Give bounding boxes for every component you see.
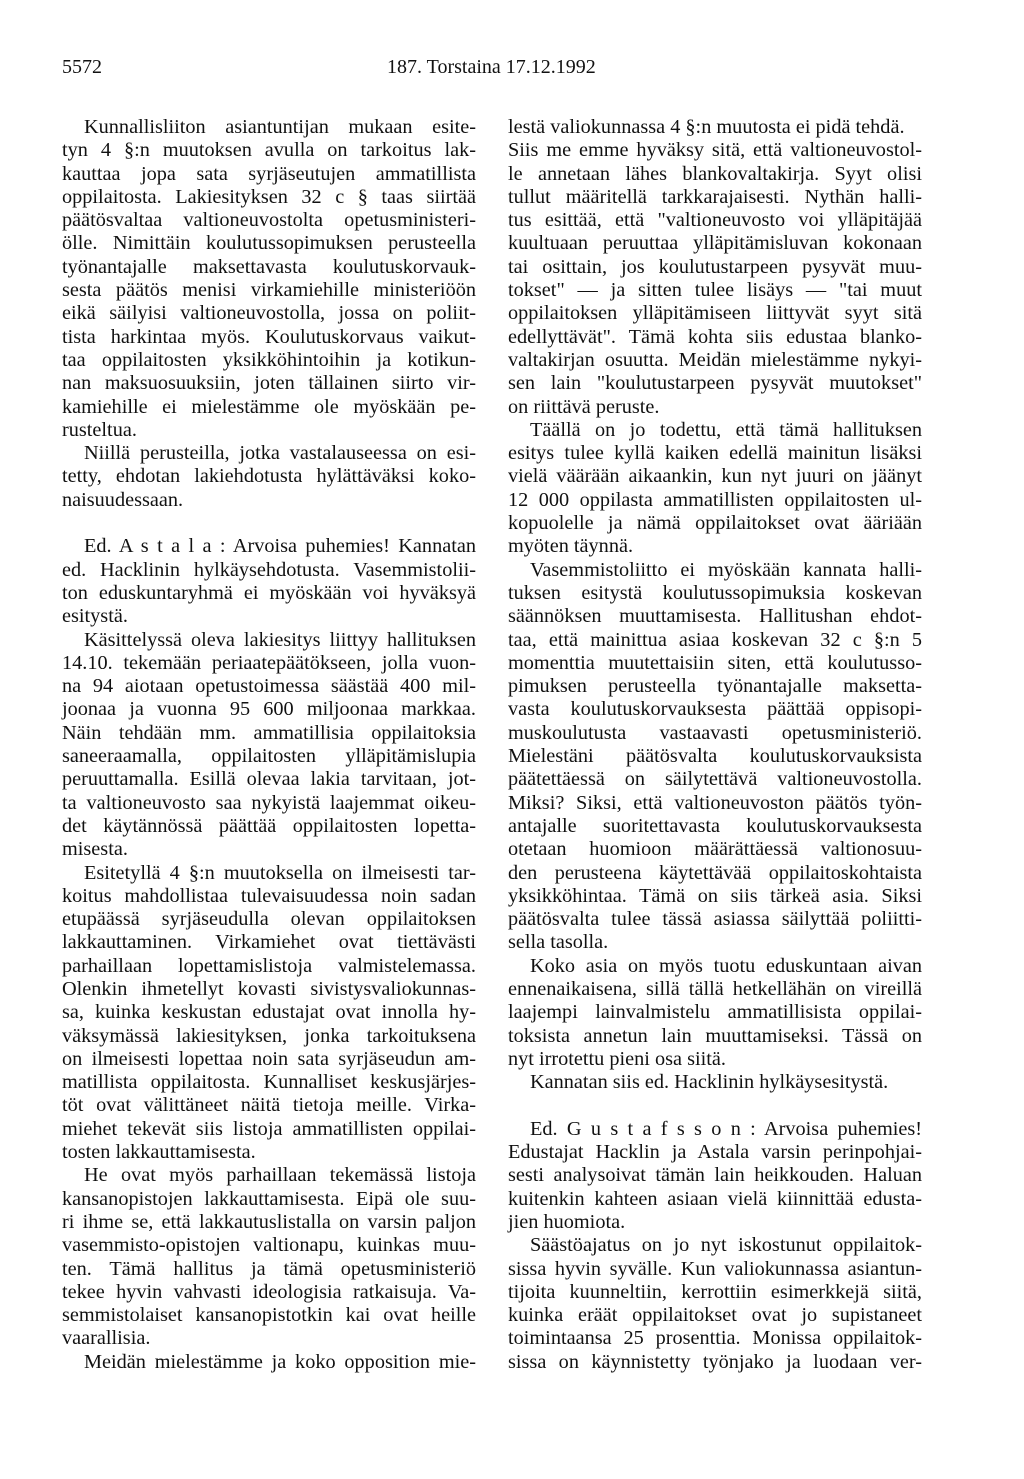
- text-line: Ed. A s t a l a : Arvoisa puhemies! Kannatan: [84, 535, 476, 558]
- text-line: päätösvalta tulee tässä asiassa säilyttää poliitti-: [508, 908, 922, 931]
- text-line: Näin tehdään mm. ammatillisia oppilaitoksia: [62, 721, 476, 744]
- text-line: toimintaansa 25 prosenttia. Monissa oppilaitok-: [508, 1327, 922, 1350]
- text-line: valtakirjan osuutta. Meidän mielestämme nykyi-: [508, 348, 922, 371]
- text-line: töt ovat välittäneet näitä tietoja meille. Virka-: [62, 1094, 476, 1117]
- text-line: Mielestäni päätösvalta koulutuskorvauksista: [508, 745, 922, 768]
- text-line: vielä väärään aikaankin, kun nyt juuri on jäänyt: [508, 465, 922, 488]
- text-line: ten. Tämä hallitus ja tämä opetusministeriö: [62, 1257, 476, 1280]
- text-line: miehet tekevät siis listoja ammatillisten oppilai-: [62, 1117, 476, 1140]
- text-line: kuultuaan peruuttaa ylläpitämisluvan kokonaan: [508, 232, 922, 255]
- text-line: kansanopistojen lakkauttamisesta. Eipä ole suu-: [62, 1187, 476, 1210]
- text-line: tus esittää, että "valtioneuvosto voi ylläpitäjää: [508, 209, 922, 232]
- text-line: tokset" — ja sitten tulee lisäys — "tai muut: [508, 279, 922, 302]
- text-line: esitys tulee kyllä kaiken edellä mainitun lisäksi: [508, 442, 922, 465]
- text-line: Ed. G u s t a f s s o n : Arvoisa puhemies!: [530, 1117, 922, 1140]
- issue-date: 187. Torstaina 17.12.1992: [387, 56, 596, 78]
- text-line: päätettäessä on säilytettävä valtioneuvostolla.: [508, 768, 922, 791]
- text-line: sa, kuinka keskustan edustajat ovat innolla hy-: [62, 1001, 476, 1024]
- text-line: ölle. Nimittäin koulutussopimuksen perusteella: [62, 232, 476, 255]
- text-line: lakkauttaminen. Virkamiehet ovat tiettävästi: [62, 931, 476, 954]
- text-line: det käytännössä päättää oppilaitosten lopetta-: [62, 814, 476, 837]
- text-line: muskoulutusta vastaavasti opetusministeriö.: [508, 721, 922, 744]
- page-number: 5572: [62, 56, 102, 78]
- text-line: kauttaa jopa sata syrjäseutujen ammatillista: [62, 162, 476, 185]
- text-line: misesta.: [62, 838, 128, 861]
- text-line: Niillä perusteilla, jotka vastalauseessa on esi-: [84, 442, 476, 465]
- text-line: tuksen esitystä koulutussopimuksia koskevan: [508, 581, 922, 604]
- text-line: vasta koulutuskorvauksesta päättää oppisopi-: [508, 698, 922, 721]
- text-line: jien huomiota.: [508, 1210, 626, 1233]
- text-line: rusteltua.: [62, 418, 137, 441]
- text-line: toksista annetun lain muuttamiseksi. Tässä on: [508, 1024, 922, 1047]
- text-line: kuitenkin kahteen asiaan vielä kiinnittää edusta-: [508, 1187, 922, 1210]
- text-line: eikä säilyisi valtioneuvostolla, jossa on poliit-: [62, 302, 476, 325]
- text-line: 12 000 oppilasta ammatillisten oppilaitosten ul-: [508, 488, 922, 511]
- text-line: yksikköhintaa. Tämä on siis tärkeä asia. Siksi: [508, 884, 922, 907]
- text-line: ed. Hacklinin hylkäysehdotusta. Vasemmistolii-: [62, 558, 476, 581]
- text-line: oppilaitoksen ylläpitämiseen liittyvät syyt sitä: [508, 302, 922, 325]
- text-line: sissa on käynnistetty työnjako ja luodaan ver-: [508, 1350, 922, 1373]
- text-line: tosten lakkauttamisesta.: [62, 1141, 256, 1164]
- text-line: Koko asia on myös tuotu eduskuntaan aivan: [530, 954, 922, 977]
- text-line: säännöksen muuttamisesta. Hallitushan ehdot-: [508, 605, 922, 628]
- text-line: Miksi? Siksi, että valtioneuvoston päätös työn-: [508, 791, 922, 814]
- text-line: joonaa ja vuonna 95 600 miljoonaa markkaa.: [62, 698, 476, 721]
- text-line: He ovat myös parhaillaan tekemässä listoja: [84, 1164, 476, 1187]
- text-line: tyn 4 §:n muutoksen avulla on tarkoitus lak-: [62, 139, 476, 162]
- text-line: saneeraamalla, oppilaitosten ylläpitämislupia: [62, 745, 476, 768]
- text-line: Säästöajatus on jo nyt iskostunut oppilaitok-: [530, 1234, 922, 1257]
- text-line: Käsittelyssä oleva lakiesitys liittyy hallituksen: [84, 628, 476, 651]
- text-line: taa oppilaitosten yksikköhintoihin ja kotikun-: [62, 348, 476, 371]
- text-line: esitystä.: [62, 605, 128, 628]
- text-line: myöten täynnä.: [508, 535, 634, 558]
- text-line: tetty, ehdotan lakiehdotusta hylättäväksi koko-: [62, 465, 476, 488]
- text-line: Kunnallisliiton asiantuntijan mukaan esite-: [84, 116, 476, 138]
- text-line: laajempi lainvalmistelu ammatillisista oppilai-: [508, 1001, 922, 1024]
- text-line: väksymässä lakiesityksen, jonka tarkoituksena: [62, 1024, 476, 1047]
- right-column: [508, 116, 922, 1374]
- text-line: etupäässä syrjäseudulla olevan oppilaitoksen: [62, 908, 476, 931]
- text-line: 14.10. tekemään periaatepäätökseen, jolla vuon-: [62, 651, 476, 674]
- text-line: Esitetyllä 4 §:n muutoksella on ilmeisesti tar-: [84, 861, 476, 884]
- text-line: Vasemmistoliitto ei myöskään kannata halli-: [530, 558, 922, 581]
- text-line: parhaillaan lopettamislistoja valmistelemassa.: [62, 954, 476, 977]
- text-line: le annetaan lähes blankovaltakirja. Syyt olisi: [508, 162, 922, 185]
- text-line: lestä valiokunnassa 4 §:n muutosta ei pidä tehdä.: [508, 116, 905, 138]
- text-line: sen lain "koulutustarpeen pysyvät muutokset": [508, 372, 922, 395]
- text-line: ta valtioneuvosto saa nykyistä laajemmat oikeu-: [62, 791, 476, 814]
- text-line: kopuolelle ja nämä oppilaitokset ovat ääriään: [508, 512, 922, 535]
- text-line: Olenkin ihmetellyt kovasti sivistysvaliokunnas-: [62, 977, 476, 1000]
- text-line: oppilaitosta. Lakiesityksen 32 c § taas siirtää: [62, 185, 476, 208]
- text-line: taa, että mainittua asiaa koskevan 32 c §:n 5: [508, 628, 922, 651]
- text-line: Meidän mielestämme ja koko opposition mie-: [84, 1350, 476, 1373]
- text-line: tekee hyvin vahvasti ideologisia ratkaisuja. Va-: [62, 1280, 476, 1303]
- text-line: semmistolaiset kansanopistotkin kai ovat heille: [62, 1304, 476, 1327]
- text-line: naisuudessaan.: [62, 488, 184, 511]
- text-line: sesta päätös menisi virkamiehille ministeriöön: [62, 279, 476, 302]
- text-line: ton eduskuntaryhmä ei myöskään voi hyväksyä: [62, 581, 476, 604]
- left-column: [62, 116, 476, 1374]
- text-line: on riittävä peruste.: [508, 395, 660, 418]
- page-header: [62, 56, 962, 86]
- text-line: on ilmeisesti lopettaa noin sata syrjäseudun am-: [62, 1047, 476, 1070]
- text-line: Edustajat Hacklin ja Astala varsin perinpohjai-: [508, 1141, 922, 1164]
- text-line: na 94 aiotaan opetustoimessa säästää 400 mil-: [62, 675, 476, 698]
- text-line: kuinka eräät oppilaitokset ovat jo supistaneet: [508, 1304, 922, 1327]
- text-line: momenttia muutettaisiin siten, että koulutusso-: [508, 651, 922, 674]
- text-line: Täällä on jo todettu, että tämä hallituksen: [530, 418, 922, 441]
- text-line: tijoita kuunneltiin, kerrottiin esimerkkejä siitä,: [508, 1280, 922, 1303]
- text-line: nyt irrotettu pieni osa siitä.: [508, 1047, 726, 1070]
- text-line: sissa hyvin syvälle. Kun valiokunnassa asiantun-: [508, 1257, 922, 1280]
- text-line: den perusteena käytettävää oppilaitoskohtaista: [508, 861, 922, 884]
- text-line: ennenaikaisena, sillä tällä hetkellähän on vireillä: [508, 977, 922, 1000]
- text-line: vasemmisto-opistojen valtionapu, kuinkas muu-: [62, 1234, 476, 1257]
- text-line: kamiehille ei mielestämme ole myöskään pe-: [62, 395, 476, 418]
- text-line: sesti analysoivat tämän lain heikkouden. Haluan: [508, 1164, 922, 1187]
- text-line: matillista oppilaitosta. Kunnalliset keskusjärjes-: [62, 1071, 476, 1094]
- text-line: peruuttamalla. Esillä olevaa lakia tarvitaan, jot-: [62, 768, 476, 791]
- text-line: koitus mahdollistaa tulevaisuudessa noin sadan: [62, 884, 476, 907]
- text-line: tullut määritellä tarkkarajaisesti. Nythän halli-: [508, 185, 922, 208]
- text-line: Kannatan siis ed. Hacklinin hylkäysesitystä.: [530, 1071, 889, 1094]
- text-line: tista harkintaa myös. Koulutuskorvaus vaikut-: [62, 325, 476, 348]
- text-line: pimuksen perusteella työnantajalle maksetta-: [508, 675, 922, 698]
- text-line: edellyttävät". Tämä kohta siis edustaa blanko-: [508, 325, 922, 348]
- text-line: tai osittain, jos koulutustarpeen pysyvät muu-: [508, 255, 922, 278]
- text-line: antajalle suoritettavasta koulutuskorvauksesta: [508, 814, 922, 837]
- text-line: nan maksuosuuksiin, joten tällainen siirto vir-: [62, 372, 476, 395]
- text-line: otetaan huomioon määrättäessä valtionosuu-: [508, 838, 922, 861]
- text-line: sella tasolla.: [508, 931, 609, 954]
- text-line: vaarallisia.: [62, 1327, 151, 1350]
- text-line: Siis me emme hyväksy sitä, että valtioneuvostol-: [508, 139, 922, 162]
- text-line: päätösvaltaa valtioneuvostolta opetusministeri-: [62, 209, 476, 232]
- text-line: ri ihme se, että lakkautuslistalla on varsin paljon: [62, 1210, 476, 1233]
- text-line: työnantajalle maksettavasta koulutuskorvauk-: [62, 255, 476, 278]
